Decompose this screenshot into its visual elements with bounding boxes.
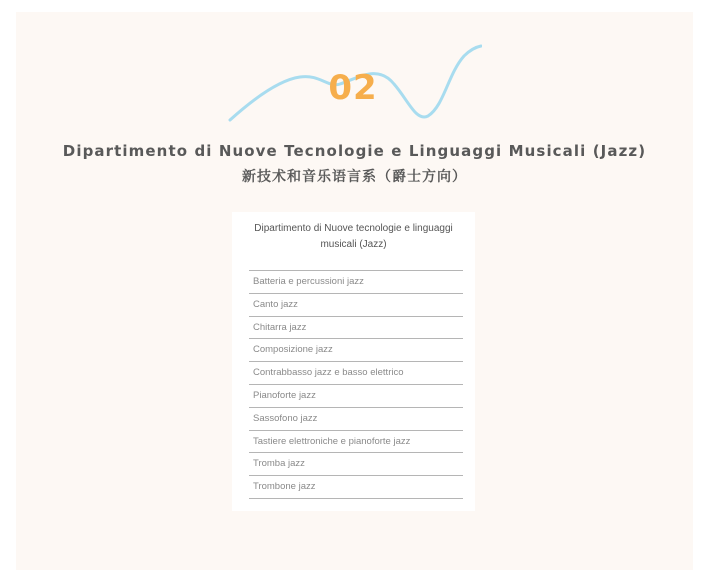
- list-item: Batteria e percussioni jazz: [249, 271, 463, 294]
- list-item: Contrabbasso jazz e basso elettrico: [249, 362, 463, 385]
- list-item: Trombone jazz: [249, 476, 463, 499]
- card-heading: Dipartimento di Nuove tecnologie e linguaggi musicali (Jazz): [254, 223, 453, 250]
- list-item: Composizione jazz: [249, 339, 463, 362]
- department-title-chinese: 新技术和音乐语言系（爵士方向）: [242, 169, 467, 185]
- list-item: Chitarra jazz: [249, 317, 463, 340]
- list-item: Tromba jazz: [249, 453, 463, 476]
- list-item: Tastiere elettroniche e pianoforte jazz: [249, 431, 463, 454]
- list-item: Canto jazz: [249, 294, 463, 317]
- course-list: [249, 270, 463, 499]
- section-number: 02: [328, 68, 378, 108]
- department-title-italian: Dipartimento di Nuove Tecnologie e Linguaggi Musicali (Jazz): [62, 142, 647, 160]
- course-list-card: [232, 212, 475, 511]
- list-item: Pianoforte jazz: [249, 385, 463, 408]
- list-item: Sassofono jazz: [249, 408, 463, 431]
